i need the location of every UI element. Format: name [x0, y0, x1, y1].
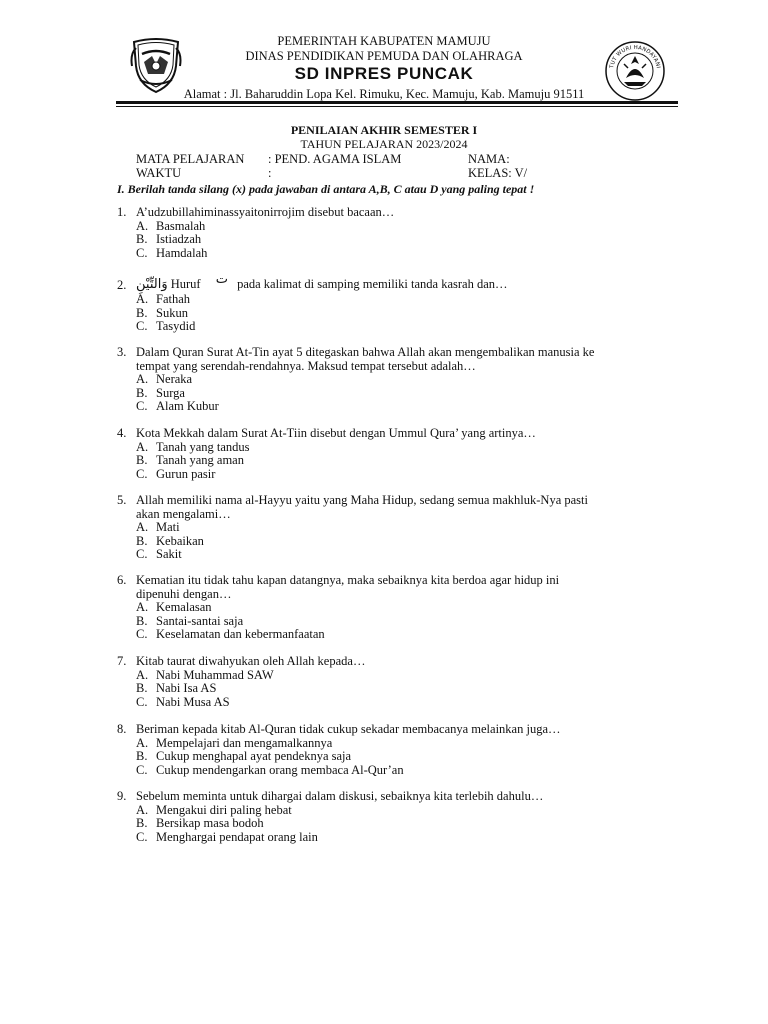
option-text: Kemalasan [156, 600, 212, 614]
question-text: tempat yang serendah-rendahnya. Maksud tempat tersebut adalah… [136, 358, 476, 373]
option-c[interactable] [136, 247, 677, 261]
option-letter: B. [136, 533, 148, 548]
option-text: Tanah yang tandus [156, 439, 250, 454]
option-letter: B. [136, 681, 148, 695]
letterhead [88, 30, 680, 108]
option-a[interactable] [136, 601, 677, 615]
option-text: Menghargai pendapat orang lain [156, 829, 318, 844]
question-text-part: Huruf [167, 277, 204, 291]
option-c[interactable] [136, 831, 677, 845]
subject-label: MATA PELAJARAN [136, 152, 245, 166]
option-text: Tasydid [156, 319, 196, 333]
name-label: NAMA: [468, 152, 510, 166]
option-letter: B. [136, 385, 148, 400]
option-letter: A. [136, 600, 149, 614]
option-text: Bersikap masa bodoh [156, 816, 264, 830]
question-number: 5. [117, 493, 127, 507]
question-text [136, 272, 677, 293]
question-text: dipenuhi dengan… [136, 586, 232, 601]
question-number: 9. [117, 789, 127, 803]
time-value: : [268, 166, 272, 180]
option-text: Surga [156, 385, 185, 400]
option-b[interactable] [136, 307, 677, 321]
option-letter: B. [136, 613, 148, 628]
letterhead-rule [116, 101, 678, 104]
option-b[interactable] [136, 817, 677, 831]
question-2 [117, 272, 677, 334]
option-letter: C. [136, 694, 148, 709]
class-label: KELAS: V/ [468, 166, 528, 180]
option-letter: C. [136, 245, 148, 260]
option-text: Istiadzah [156, 232, 202, 246]
option-letter: B. [136, 749, 148, 763]
letterhead-rule-thin [116, 106, 678, 107]
agency-name: DINAS PENDIDIKAN PEMUDA DAN OLAHRAGA [245, 49, 523, 63]
option-text: Cukup menghapal ayat pendeknya saja [156, 749, 352, 763]
question-text: Allah memiliki nama al-Hayyu yaitu yang Maha Hidup, sedang semua makhluk-Nya pasti [136, 493, 588, 507]
option-text: Basmalah [156, 218, 206, 233]
option-b[interactable] [136, 535, 677, 549]
option-letter: C. [136, 762, 148, 777]
option-text: Alam Kubur [156, 399, 219, 413]
option-c[interactable] [136, 548, 677, 562]
option-letter: B. [136, 453, 148, 467]
option-a[interactable] [136, 669, 677, 683]
question-number: 4. [117, 426, 127, 440]
option-text: Sukun [156, 305, 188, 320]
option-text: Tanah yang aman [156, 453, 244, 467]
option-b[interactable] [136, 750, 677, 764]
option-text: Santai-santai saja [156, 613, 244, 628]
option-c[interactable] [136, 468, 677, 482]
option-a[interactable] [136, 737, 677, 751]
option-letter: B. [136, 816, 148, 830]
option-letter: A. [136, 802, 149, 817]
option-letter: A. [136, 439, 149, 454]
question-number: 1. [117, 205, 127, 219]
gov-name: PEMERINTAH KABUPATEN MAMUJU [277, 34, 491, 48]
arabic-letter: ت [215, 272, 228, 287]
question-number: 3. [117, 345, 127, 359]
school-address: Alamat : Jl. Baharuddin Lopa Kel. Rimuku, Kec. Mamuju, Kab. Mamuju 91511 [183, 87, 585, 101]
option-text: Fathah [156, 292, 191, 306]
option-letter: A. [136, 218, 149, 233]
exam-year: TAHUN PELAJARAN 2023/2024 [300, 137, 468, 151]
subject-value: : PEND. AGAMA ISLAM [268, 152, 402, 166]
option-text: Kebaikan [156, 533, 204, 548]
question-number: 8. [117, 722, 127, 736]
option-letter: A. [136, 735, 149, 750]
school-name: SD INPRES PUNCAK [294, 64, 474, 83]
option-text: Mati [156, 520, 180, 534]
option-text: Cukup mendengarkan orang membaca Al-Qur’an [156, 762, 404, 777]
option-letter: A. [136, 292, 149, 306]
question-number: 2. [117, 278, 127, 292]
option-letter: A. [136, 667, 149, 682]
option-letter: C. [136, 547, 148, 561]
question-8 [117, 723, 677, 777]
option-text: Mengakui diri paling hebat [156, 802, 292, 817]
option-text: Sakit [156, 547, 182, 561]
time-label: WAKTU [136, 166, 182, 180]
question-text: Beriman kepada kitab Al-Quran tidak cukup sekadar membacanya melainkan juga… [136, 722, 561, 736]
question-7 [117, 655, 677, 709]
option-c[interactable] [136, 696, 677, 710]
option-letter: B. [136, 232, 148, 246]
option-c[interactable] [136, 320, 677, 334]
exam-title: PENILAIAN AKHIR SEMESTER I [290, 123, 478, 137]
option-letter: A. [136, 372, 149, 386]
question-5 [117, 494, 677, 562]
option-text: Nabi Isa AS [156, 681, 217, 695]
option-text: Nabi Muhammad SAW [156, 667, 274, 682]
option-letter: A. [136, 520, 149, 534]
option-c[interactable] [136, 628, 677, 642]
question-text: A’udzubillahiminassyaitonirrojim disebut bacaan… [136, 205, 395, 219]
question-text: akan mengalami… [136, 506, 231, 521]
option-letter: C. [136, 466, 148, 481]
option-text: Nabi Musa AS [156, 694, 230, 709]
option-c[interactable] [136, 764, 677, 778]
option-text: Mempelajari dan mengamalkannya [156, 735, 333, 750]
question-9 [117, 790, 677, 844]
option-b[interactable] [136, 615, 677, 629]
question-1 [117, 206, 677, 260]
option-text: Gurun pasir [156, 466, 216, 481]
question-text: Kitab taurat diwahyukan oleh Allah kepada… [136, 654, 366, 668]
option-text: Keselamatan dan kebermanfaatan [156, 627, 325, 641]
question-text: Sebelum meminta untuk dihargai dalam diskusi, sebaiknya kita terlebih dahulu… [136, 789, 544, 803]
option-letter: C. [136, 627, 148, 641]
option-text: Hamdalah [156, 245, 208, 260]
question-text: Dalam Quran Surat At-Tin ayat 5 ditegaskan bahwa Allah akan mengembalikan manusia ke [136, 345, 595, 359]
option-b[interactable] [136, 454, 677, 468]
question-text: Kematian itu tidak tahu kapan datangnya, maka sebaiknya kita berdoa agar hidup ini [136, 573, 560, 587]
question-4 [117, 427, 677, 481]
option-a[interactable] [136, 441, 677, 455]
question-text-part: pada kalimat di samping memiliki tanda kasrah dan… [233, 277, 508, 291]
question-3 [117, 346, 677, 414]
option-a[interactable] [136, 293, 677, 307]
option-a[interactable] [136, 521, 677, 535]
option-a[interactable] [136, 804, 677, 818]
option-a[interactable] [136, 220, 677, 234]
option-text: Neraka [156, 372, 193, 386]
option-b[interactable] [136, 233, 677, 247]
question-6 [117, 574, 677, 642]
option-c[interactable] [136, 400, 677, 414]
option-letter: C. [136, 829, 148, 844]
option-b[interactable] [136, 387, 677, 401]
question-number: 7. [117, 654, 127, 668]
question-number: 6. [117, 573, 127, 587]
option-a[interactable] [136, 373, 677, 387]
instruction: I. Berilah tanda silang (x) pada jawaban di antara A,B, C atau D yang paling tepat ! [117, 182, 535, 196]
logo-motto: TUT WURI HANDAYANI [609, 44, 661, 69]
tut-wuri-handayani-logo-icon [604, 40, 666, 102]
option-letter: B. [136, 305, 148, 320]
question-text: Kota Mekkah dalam Surat At-Tiin disebut dengan Ummul Qura’ yang artinya… [136, 426, 536, 440]
option-letter: C. [136, 319, 148, 333]
option-letter: C. [136, 399, 148, 413]
arabic-phrase: وَالتِّيْنِ [136, 277, 168, 292]
option-b[interactable] [136, 682, 677, 696]
